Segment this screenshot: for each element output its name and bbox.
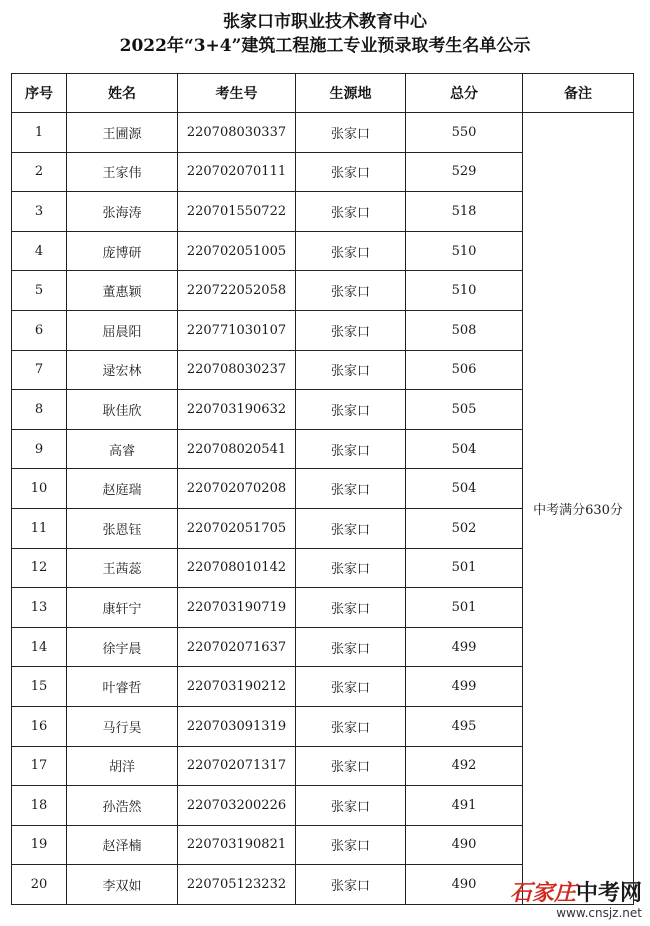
cell-score: 518: [406, 192, 523, 232]
cell-serial: 2: [12, 152, 67, 192]
cell-name: 徐宇晨: [67, 627, 178, 667]
cell-exam-id: 220701550722: [178, 192, 296, 232]
cell-name: 叶睿哲: [67, 667, 178, 707]
watermark-logo: 石家庄: [509, 880, 576, 906]
cell-serial: 15: [12, 667, 67, 707]
cell-origin: 张家口: [296, 310, 406, 350]
cell-name: 王茜蕊: [67, 548, 178, 588]
header-name: 姓名: [67, 74, 178, 113]
cell-score: 510: [406, 231, 523, 271]
cell-name: 高睿: [67, 429, 178, 469]
cell-name: 赵庭瑞: [67, 469, 178, 509]
cell-score: 501: [406, 588, 523, 628]
cell-score: 499: [406, 627, 523, 667]
cell-serial: 5: [12, 271, 67, 311]
cell-score: 550: [406, 113, 523, 153]
cell-serial: 14: [12, 627, 67, 667]
cell-score: 504: [406, 429, 523, 469]
cell-score: 504: [406, 469, 523, 509]
cell-exam-id: 220722052058: [178, 271, 296, 311]
watermark-site-name: 中考网: [575, 881, 642, 906]
cell-serial: 6: [12, 310, 67, 350]
cell-serial: 19: [12, 825, 67, 865]
cell-name: 康轩宁: [67, 588, 178, 628]
cell-score: 502: [406, 508, 523, 548]
cell-name: 逯宏林: [67, 350, 178, 390]
cell-origin: 张家口: [296, 667, 406, 707]
cell-serial: 16: [12, 706, 67, 746]
cell-name: 李双如: [67, 865, 178, 905]
cell-name: 王圃源: [67, 113, 178, 153]
cell-serial: 3: [12, 192, 67, 232]
cell-origin: 张家口: [296, 390, 406, 430]
cell-exam-id: 220771030107: [178, 310, 296, 350]
cell-origin: 张家口: [296, 786, 406, 826]
cell-exam-id: 220702051005: [178, 231, 296, 271]
cell-exam-id: 220702070208: [178, 469, 296, 509]
cell-origin: 张家口: [296, 627, 406, 667]
cell-exam-id: 220703091319: [178, 706, 296, 746]
cell-name: 赵泽楠: [67, 825, 178, 865]
cell-serial: 18: [12, 786, 67, 826]
cell-score: 499: [406, 667, 523, 707]
cell-name: 屈晨阳: [67, 310, 178, 350]
cell-origin: 张家口: [296, 113, 406, 153]
cell-exam-id: 220708020541: [178, 429, 296, 469]
cell-score: 510: [406, 271, 523, 311]
header-exam-id: 考生号: [178, 74, 296, 113]
cell-name: 张恩钰: [67, 508, 178, 548]
cell-origin: 张家口: [296, 865, 406, 905]
cell-origin: 张家口: [296, 350, 406, 390]
site-watermark: [510, 881, 642, 920]
cell-exam-id: 220703190821: [178, 825, 296, 865]
cell-origin: 张家口: [296, 192, 406, 232]
cell-serial: 12: [12, 548, 67, 588]
cell-score: 491: [406, 786, 523, 826]
cell-exam-id: 220703200226: [178, 786, 296, 826]
cell-origin: 张家口: [296, 231, 406, 271]
cell-name: 胡洋: [67, 746, 178, 786]
cell-serial: 4: [12, 231, 67, 271]
cell-exam-id: 220702071317: [178, 746, 296, 786]
cell-score: 529: [406, 152, 523, 192]
cell-score: 508: [406, 310, 523, 350]
cell-score: 490: [406, 865, 523, 905]
cell-serial: 10: [12, 469, 67, 509]
cell-name: 孙浩然: [67, 786, 178, 826]
cell-exam-id: 220708030337: [178, 113, 296, 153]
cell-remark: 中考满分630分: [523, 113, 634, 905]
cell-serial: 9: [12, 429, 67, 469]
cell-exam-id: 220702070111: [178, 152, 296, 192]
table-body: [12, 113, 634, 905]
cell-exam-id: 220702071637: [178, 627, 296, 667]
watermark-url: www.cnsjz.net: [556, 906, 642, 920]
cell-score: 495: [406, 706, 523, 746]
cell-exam-id: 220708030237: [178, 350, 296, 390]
header-origin: 生源地: [296, 74, 406, 113]
cell-origin: 张家口: [296, 706, 406, 746]
admission-table: [11, 73, 634, 905]
cell-exam-id: 220703190719: [178, 588, 296, 628]
cell-serial: 7: [12, 350, 67, 390]
header-score: 总分: [406, 74, 523, 113]
cell-serial: 20: [12, 865, 67, 905]
cell-origin: 张家口: [296, 548, 406, 588]
cell-origin: 张家口: [296, 469, 406, 509]
header-serial: 序号: [12, 74, 67, 113]
watermark-brand: [510, 881, 642, 906]
cell-serial: 8: [12, 390, 67, 430]
cell-score: 501: [406, 548, 523, 588]
cell-exam-id: 220703190632: [178, 390, 296, 430]
cell-exam-id: 220708010142: [178, 548, 296, 588]
cell-serial: 17: [12, 746, 67, 786]
cell-origin: 张家口: [296, 746, 406, 786]
cell-serial: 13: [12, 588, 67, 628]
cell-exam-id: 220702051705: [178, 508, 296, 548]
cell-score: 490: [406, 825, 523, 865]
cell-score: 492: [406, 746, 523, 786]
cell-name: 王家伟: [67, 152, 178, 192]
cell-origin: 张家口: [296, 825, 406, 865]
cell-origin: 张家口: [296, 429, 406, 469]
cell-name: 马行昊: [67, 706, 178, 746]
cell-exam-id: 220703190212: [178, 667, 296, 707]
cell-name: 庞博研: [67, 231, 178, 271]
cell-score: 505: [406, 390, 523, 430]
cell-serial: 11: [12, 508, 67, 548]
cell-serial: 1: [12, 113, 67, 153]
cell-origin: 张家口: [296, 152, 406, 192]
cell-exam-id: 220705123232: [178, 865, 296, 905]
table-row: [12, 113, 634, 153]
header-remark: 备注: [523, 74, 634, 113]
cell-name: 张海涛: [67, 192, 178, 232]
document-subtitle: 2022年“3+4”建筑工程施工专业预录取考生名单公示: [119, 36, 531, 56]
cell-origin: 张家口: [296, 588, 406, 628]
cell-origin: 张家口: [296, 271, 406, 311]
cell-score: 506: [406, 350, 523, 390]
document-title: 张家口市职业技术教育中心: [223, 12, 427, 32]
cell-origin: 张家口: [296, 508, 406, 548]
table-header-row: [12, 74, 634, 113]
cell-name: 董惠颖: [67, 271, 178, 311]
cell-name: 耿佳欣: [67, 390, 178, 430]
